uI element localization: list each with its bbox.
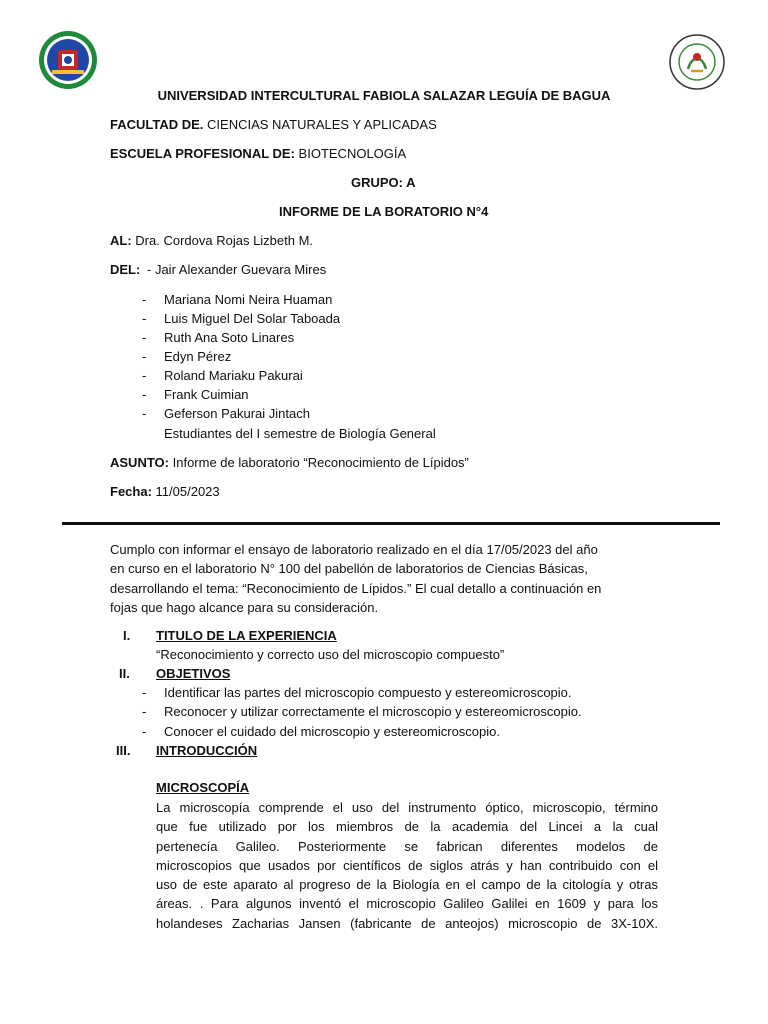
intro-line: fojas que hago alcance para su consideración.	[110, 599, 379, 615]
members-note: Estudiantes del I semestre de Biología General	[164, 426, 436, 441]
section-2-number: II.	[119, 666, 130, 681]
intro-line: desarrollando el tema: “Reconocimiento de Lípidos.” El cual detallo a continuación en	[110, 580, 602, 596]
body-line: La microscopía comprende el uso del instrumento óptico, microscopio, término	[156, 800, 658, 815]
body-line: pertenecía Galileo. Posteriormente se fabrican diferentes modelos de	[156, 838, 658, 854]
body-line: que fue utilizado por los miembros de la academia del Lincei a la cual	[156, 819, 658, 835]
from-first-name: Jair Alexander Guevara Mires	[154, 262, 327, 277]
from-first-member: - Jair Alexander Guevara Mires	[147, 262, 327, 277]
objective-item: Reconocer y utilizar correctamente el microscopio y estereomicroscopio.	[164, 704, 582, 719]
section-1-number: I.	[123, 628, 131, 643]
subject-label: ASUNTO:	[110, 455, 169, 470]
document-page: UNIVERSIDAD INTERCULTURAL FABIOLA SALAZAR LEGUÍA DE BAGUA FACULTAD DE. CIENCIAS NATURALES Y APLICADAS ESCUELA PROFESIONAL DE: BIOTECNOLOGÍA GRUPO: A INFORME DE LA BORATORIO N°4 AL: Dra. Cordova Rojas Lizbeth M. DEL: - Jair Alexander Guevara Mires - Mariana Nomi Neira Huaman - Luis Miguel Del Solar Taboada - Ruth Ana Soto Linares - Edyn Pérez - Roland Mariaku Pakurai - Frank Cuimian - Geferson Pakurai Jintach Estudiantes del I semestre de Biología General ASUNTO: Informe de laboratorio “Reconocimiento de Lípidos” Fecha: 11/05/2023 Cumplo con informar el ensayo de laboratorio realizado en el día 17/05/2023 del año en curso en el laboratorio N° 100 del pabellón de laboratorios de Ciencias Básicas, desarrollando el tema: “Reconocimiento de Lípidos.” El cual detallo a continuación en fojas que hago alcance para su consideración. I. TITULO DE LA EXPERIENCIA “Reconocimiento y correcto uso del microscopio compuesto” II. OBJETIVOS - Identificar las partes del microscopio compuesto y estereomicroscopio. - Reconocer y utilizar correctamente el microscopio y estereomicroscopio. - Conocer el cuidado del microscopio y estereomicroscopio. III. INTRODUCCIÓN MICROSCOPÍA La microscopía comprende el uso del instrumento óptico, microscopio, término que fue utilizado por los miembros de la academia del Lincei a la cual pertenecía Galileo. Posteriormente se fabrican diferentes modelos de microscopios que usados por científicos de siglos atrás y han contribuido con el uso de este aparato al progreso de la Biología en el campo de la citología y otras áreas. . Para algunos inventó el microscopio Galileo Galilei en 1609 y para los holandeses Zacharias Jansen (fabricante de anteojos) microscopio de 3X-10X.	[0, 0, 768, 1024]
member-item: Luis Miguel Del Solar Taboada	[164, 311, 341, 326]
body-line: uso de este aparato al progreso de la Biología en el campo de la citología y otras	[156, 877, 658, 893]
member-item: Roland Mariaku Pakurai	[164, 368, 303, 383]
to-line	[110, 233, 313, 249]
separator-rule	[62, 522, 720, 525]
body-line: holandeses Zacharias Jansen (fabricante de anteojos) microscopio de 3X-10X.	[156, 915, 658, 931]
school-value: BIOTECNOLOGÍA	[298, 146, 407, 161]
microscopy-paragraph	[156, 798, 658, 933]
from-line	[110, 262, 140, 278]
biotechnology-school-logo	[668, 33, 726, 91]
group-label: GRUPO: A	[351, 175, 416, 190]
member-item: Geferson Pakurai Jintach	[164, 406, 310, 421]
from-label: DEL:	[110, 262, 141, 277]
subheading-microscopia: MICROSCOPÍA	[156, 780, 250, 795]
subject-value: Informe de laboratorio “Reconocimiento de Lípidos”	[172, 455, 469, 470]
intro-line: Cumplo con informar el ensayo de laboratorio realizado en el día 17/05/2023 del año	[110, 542, 598, 557]
member-item: Edyn Pérez	[164, 349, 232, 364]
section-2-title: OBJETIVOS	[156, 666, 231, 681]
date-label: Fecha:	[110, 484, 152, 499]
school-line	[110, 146, 406, 162]
section-1-title: TITULO DE LA EXPERIENCIA	[156, 628, 337, 643]
section-1-text: “Reconocimiento y correcto uso del microscopio compuesto”	[156, 647, 505, 662]
faculty-value: CIENCIAS NATURALES Y APLICADAS	[207, 117, 437, 132]
report-title: INFORME DE LA BORATORIO N°4	[279, 204, 489, 219]
subject-line	[110, 455, 469, 471]
section-3-number: III.	[116, 743, 131, 758]
intro-line: en curso en el laboratorio N° 100 del pabellón de laboratorios de Ciencias Básicas,	[110, 561, 588, 577]
objective-item: Identificar las partes del microscopio compuesto y estereomicroscopio.	[164, 685, 572, 700]
member-item: Ruth Ana Soto Linares	[164, 330, 295, 345]
date-value: 11/05/2023	[155, 484, 220, 499]
section-3-title: INTRODUCCIÓN	[156, 743, 258, 758]
school-label: ESCUELA PROFESIONAL DE:	[110, 146, 295, 161]
university-seal-logo	[38, 30, 98, 90]
body-line: áreas. . Para algunos inventó el microscopio Galileo Galilei en 1609 y para los	[156, 896, 658, 912]
faculty-line	[110, 117, 437, 133]
university-name: UNIVERSIDAD INTERCULTURAL FABIOLA SALAZAR LEGUÍA DE BAGUA	[157, 88, 611, 103]
faculty-label: FACULTAD DE.	[110, 117, 204, 132]
date-line	[110, 484, 220, 500]
to-value: Dra. Cordova Rojas Lizbeth M.	[135, 233, 314, 248]
to-label: AL:	[110, 233, 132, 248]
intro-paragraph	[110, 540, 646, 617]
member-item: Frank Cuimian	[164, 387, 249, 402]
member-item: Mariana Nomi Neira Huaman	[164, 292, 333, 307]
body-line: microscopios que usados por científicos de siglos atrás y han contribuido con el	[156, 857, 658, 873]
objective-item: Conocer el cuidado del microscopio y estereomicroscopio.	[164, 724, 500, 739]
